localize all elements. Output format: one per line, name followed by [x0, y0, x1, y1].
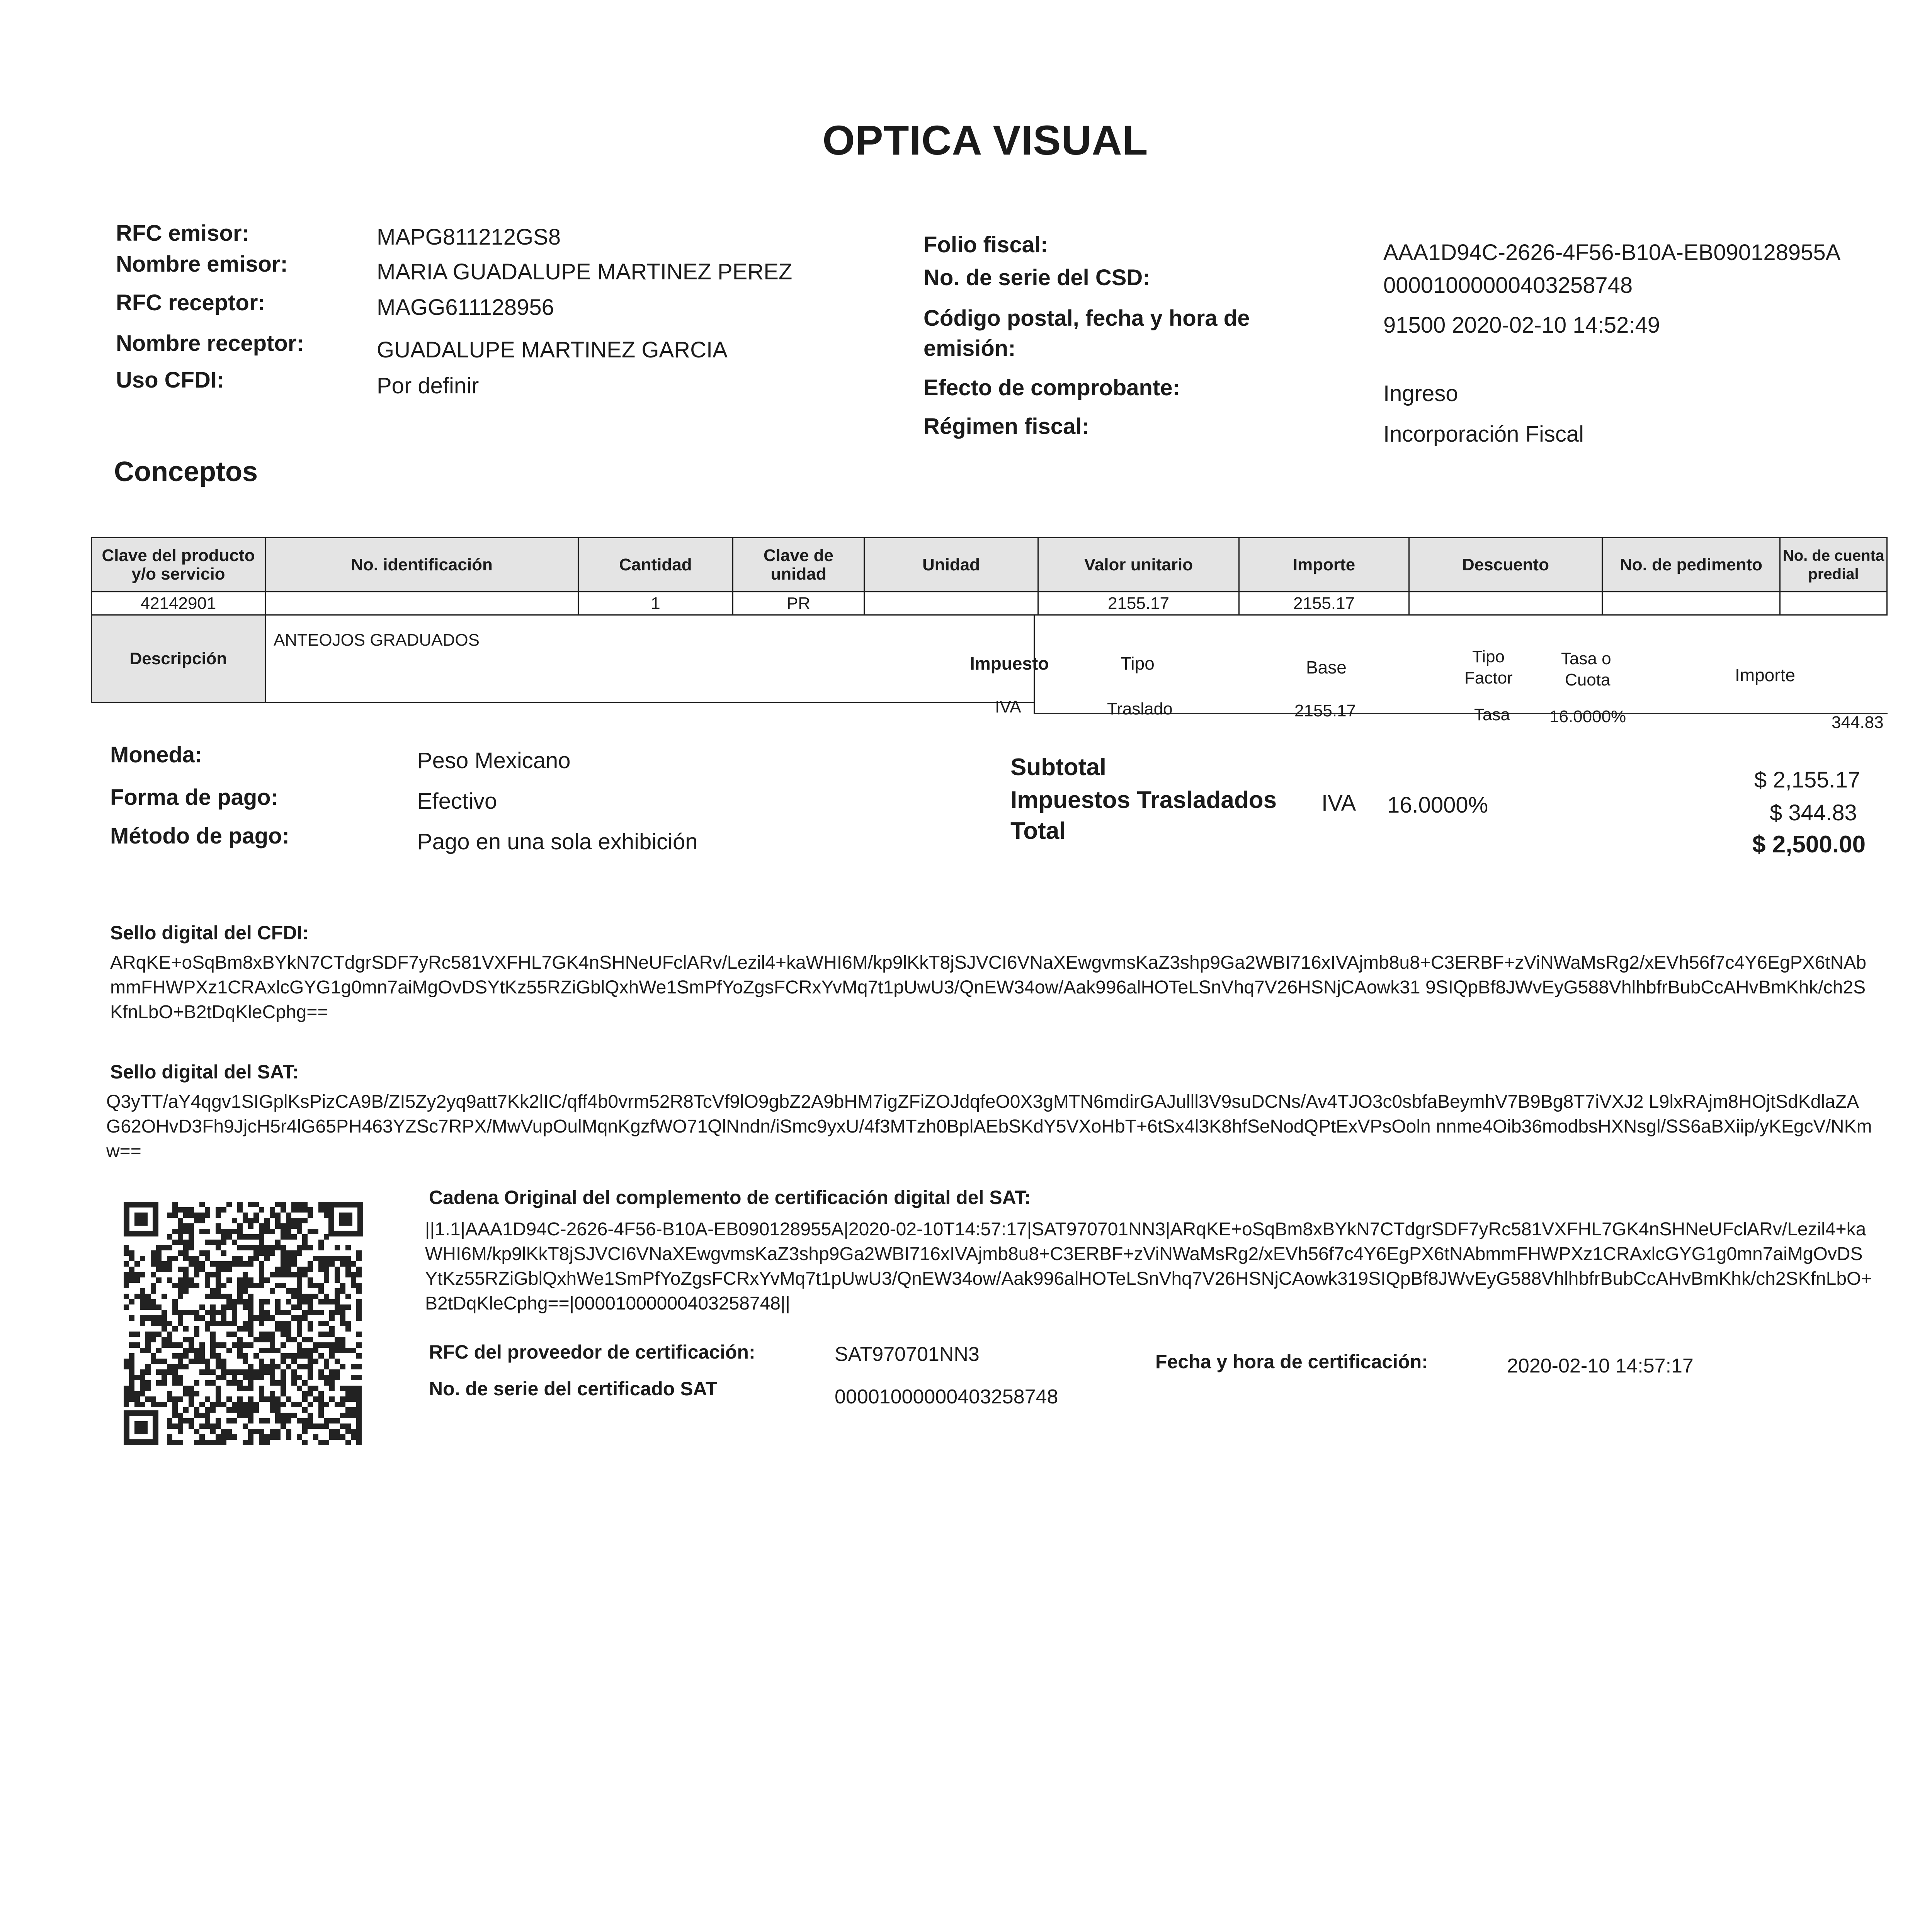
tax-header-tipo-factor-1: Tipo: [1472, 647, 1505, 666]
tax-header-impuesto: Impuesto: [970, 653, 1049, 673]
tax-header-tipo: Tipo: [1121, 653, 1155, 673]
rfc-receptor-label: RFC receptor:: [116, 290, 265, 315]
efecto-value: Ingreso: [1383, 381, 1458, 406]
regimen-value: Incorporación Fiscal: [1383, 422, 1584, 447]
rfc-emisor-value: MAPG811212GS8: [377, 224, 561, 250]
cell-unidad: [865, 592, 1039, 616]
moneda-value: Peso Mexicano: [417, 748, 571, 773]
header-clave-unidad-line-2: unidad: [770, 564, 827, 583]
total-label: Total: [1010, 818, 1066, 844]
nombre-emisor-label: Nombre emisor:: [116, 252, 288, 277]
subtotal-label: Subtotal: [1010, 754, 1106, 781]
tax-header-tasa-1: Tasa o: [1561, 649, 1611, 668]
header-valor-unitario: Valor unitario: [1039, 538, 1240, 592]
tax-base: 2155.17: [1294, 701, 1356, 720]
moneda-label: Moneda:: [110, 742, 202, 767]
cell-pedimento: [1603, 592, 1781, 616]
impuestos-tasa: 16.0000%: [1387, 793, 1488, 818]
tax-header-tipo-factor-2: Factor: [1464, 668, 1513, 687]
cp-fecha-label-1: Código postal, fecha y hora de: [923, 306, 1250, 331]
tax-impuesto: IVA: [995, 697, 1021, 716]
cell-cantidad: 1: [579, 592, 733, 616]
rfc-proveedor-label: RFC del proveedor de certificación:: [429, 1341, 755, 1363]
conceptos-title: Conceptos: [114, 456, 258, 487]
sello-sat-label: Sello digital del SAT:: [110, 1061, 299, 1083]
serie-csd-label: No. de serie del CSD:: [923, 265, 1150, 290]
impuestos-value: $ 344.83: [1770, 800, 1857, 825]
tax-header-tasa-2: Cuota: [1565, 670, 1611, 689]
subtotal-value: $ 2,155.17: [1754, 767, 1861, 793]
tax-importe: 344.83: [1832, 713, 1884, 732]
nombre-emisor-value: MARIA GUADALUPE MARTINEZ PEREZ: [377, 259, 793, 284]
cp-fecha-value: 91500 2020-02-10 14:52:49: [1383, 313, 1660, 338]
forma-pago-value: Efectivo: [417, 789, 497, 814]
metodo-pago-value: Pago en una sola exhibición: [417, 829, 698, 854]
regimen-label: Régimen fiscal:: [923, 414, 1089, 439]
tax-tasa: 16.0000%: [1549, 707, 1626, 726]
cadena-value: ||1.1|AAA1D94C-2626-4F56-B10A-EB090128955A|2020-02-10T14:57:17|SAT970701NN3|ARqKE+oSqBm8xBYkN7CTdgrSDF7yRc581VXFHL7GK4nSHNeUFclARv/Lezil4+kaWHI6M/kp9lKkT8jSJVCI6VNaXEwgvmsKaZ3shp9Ga2WBI716xIVAjmb8u8+C3ERBF+zViNWaMsRg2/xEVh56f7c4Y6EgPX6tNAbmmFHWPXz1CRAxlcGYG1g0mn7aiMgOvDSYtKz55RZiGblQxhWe1SmPfYoZgsFCRxYvMq7t1pUwU3/QnEW34ow/Aak996alHOTeLSnVhq7V26HSNjCAowk319SIQpBf8JWvEyG588VhlhbfrBubCcAHvBmKhk/ch2SKfnLbO+B2tDqKleCphg==|00001000000403258748||: [425, 1219, 1872, 1314]
impuestos-tipo: IVA: [1321, 791, 1356, 816]
serie-certificado-sat-label: No. de serie del certificado SAT: [429, 1378, 718, 1400]
fecha-certificacion-value: 2020-02-10 14:57:17: [1507, 1355, 1694, 1377]
cell-valor-unitario: 2155.17: [1039, 592, 1240, 616]
rfc-emisor-label: RFC emisor:: [116, 221, 249, 246]
fecha-certificacion-label: Fecha y hora de certificación:: [1155, 1351, 1428, 1372]
folio-fiscal-value: AAA1D94C-2626-4F56-B10A-EB090128955A: [1383, 240, 1841, 265]
header-clave-unidad: [733, 538, 865, 592]
cp-fecha-label-2: emisión:: [923, 336, 1016, 361]
forma-pago-label: Forma de pago:: [110, 785, 279, 810]
header-clave-producto: [92, 538, 266, 592]
cell-clave-unidad: PR: [733, 592, 865, 616]
sello-cfdi-label: Sello digital del CFDI:: [110, 922, 309, 944]
qr-code-icon: [124, 1202, 363, 1445]
header-cuenta-predial: No. de cuenta predial: [1781, 538, 1888, 592]
tax-tipo: Traslado: [1107, 699, 1173, 718]
header-descuento: Descuento: [1410, 538, 1603, 592]
header-importe: Importe: [1240, 538, 1410, 592]
tax-factor: Tasa: [1474, 705, 1510, 724]
serie-certificado-sat-value: 00001000000403258748: [835, 1386, 1058, 1408]
header-pedimento: No. de pedimento: [1603, 538, 1781, 592]
header-clave-line-2: y/o servicio: [131, 564, 225, 583]
cell-clave: 42142901: [92, 592, 266, 616]
header-cantidad: Cantidad: [579, 538, 733, 592]
rfc-receptor-value: MAGG611128956: [377, 295, 554, 320]
tax-header-importe: Importe: [1735, 665, 1795, 685]
metodo-pago-label: Método de pago:: [110, 823, 289, 849]
cell-descripcion: ANTEOJOS GRADUADOS: [266, 616, 1035, 703]
folio-fiscal-label: Folio fiscal:: [923, 232, 1048, 257]
header-descripcion: Descripción: [92, 616, 266, 703]
cell-cuenta-predial: [1781, 592, 1888, 616]
conceptos-table: [91, 537, 1888, 703]
cell-no-identificacion: [266, 592, 579, 616]
document-title: OPTICA VISUAL: [822, 117, 1148, 163]
uso-cfdi-value: Por definir: [377, 373, 479, 398]
header-clave-line-1: Clave del producto: [102, 546, 255, 565]
serie-csd-value: 00001000000403258748: [1383, 273, 1633, 298]
total-value: $ 2,500.00: [1752, 831, 1866, 858]
rfc-proveedor-value: SAT970701NN3: [835, 1343, 980, 1366]
efecto-label: Efecto de comprobante:: [923, 375, 1180, 400]
header-unidad: Unidad: [865, 538, 1039, 592]
header-clave-unidad-line-1: Clave de: [764, 546, 833, 565]
nombre-receptor-label: Nombre receptor:: [116, 331, 304, 356]
header-no-identificacion: No. identificación: [266, 538, 579, 592]
impuestos-label: Impuestos Trasladados: [1010, 787, 1277, 813]
tax-header-base: Base: [1306, 657, 1347, 677]
cell-descuento: [1410, 592, 1603, 616]
cadena-label: Cadena Original del complemento de certificación digital del SAT:: [429, 1187, 1031, 1208]
sello-cfdi-value: ARqKE+oSqBm8xBYkN7CTdgrSDF7yRc581VXFHL7GK4nSHNeUFclARv/Lezil4+kaWHI6M/kp9lKkT8jSJVCI6VNaXEwgvmsKaZ3shp9Ga2WBI716xIVAjmb8u8+C3ERBF+zViNWaMsRg2/xEVh56f7c4Y6EgPX6tNAbmmFHWPXz1CRAxlcGYG1g0mn7aiMgOvDSYtKz55RZiGblQxhWe1SmPfYoZgsFCRxYvMq7t1pUwU3/QnEW34ow/Aak996alHOTeLSnVhq7V26HSNjCAowk31 9SIQpBf8JWvEyG588VhlhbfrBubCcAHvBmKhk/ch2SKfnLbO+B2tDqKleCphg==: [110, 952, 1866, 1022]
uso-cfdi-label: Uso CFDI:: [116, 367, 224, 393]
cell-importe: 2155.17: [1240, 592, 1410, 616]
sello-sat-value: Q3yTT/aY4qgv1SIGplKsPizCA9B/ZI5Zy2yq9att7Kk2lIC/qff4b0vrm52R8TcVf9lO9gbZ2A9bHM7igZFiZOJdqfeO0X3gMTN6mdirGAJulll3V9suDCNs/Av4TJO3c0sbfaBeymhV7B9Bg8T7iVXJ2 L9lxRAjm8HOjtSdKdlaZAG62OHvD3Fh9JjcH5r4lG65PH463YZSc7RPX/MwVupOulMqnKgzfWO71QlNndn/iSmc9yxU/4f3MTzh0BplAEbSKdY5VXoHbT+6tSx4l3K8hfSeNodQPtExVPsOoln nnme4Oib36modbsHXNsgl/SS6aBXiip/yKEgcV/NKmw==: [106, 1092, 1872, 1162]
nombre-receptor-value: GUADALUPE MARTINEZ GARCIA: [377, 337, 728, 362]
